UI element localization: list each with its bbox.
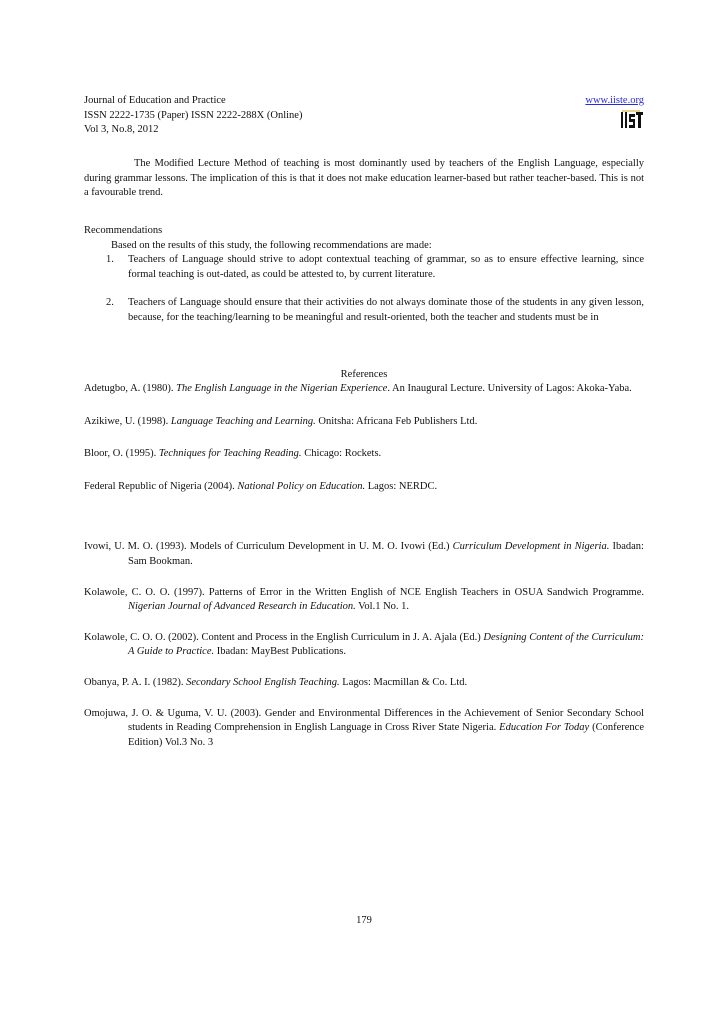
ref-title: National Policy on Education. — [237, 480, 366, 492]
recommendations-intro: Based on the results of this study, the following recommendations are made: — [111, 239, 432, 251]
ref-text: Ibadan: Sam Bookman. — [128, 541, 644, 567]
ref-title: Designing Content of the Curriculum: A Guide to Practice. — [128, 631, 644, 658]
recommendations-heading: Recommendations — [84, 225, 163, 236]
reference-item — [84, 707, 644, 751]
ref-text: Azikiwe, U. (1998). — [84, 415, 171, 427]
journal-title: Journal of Education and Practice — [84, 95, 226, 106]
ref-title: Techniques for Teaching Reading. — [158, 448, 302, 460]
recommendation-item — [84, 253, 644, 282]
reference-item — [84, 480, 644, 495]
ref-text: Vol.1 No. 1. — [355, 601, 410, 613]
page-number: 179 — [356, 915, 372, 926]
recommendation-text: Teachers of Language should ensure that their activities do not always dominate those of the students in any given lesson, because, for the teaching/learning to be meaningful and result-oriented, both the teacher and students must be in — [128, 297, 644, 323]
reference-item — [84, 447, 644, 462]
ref-title: Curriculum Development in Nigeria. — [452, 541, 610, 553]
ref-title: Education For Today — [499, 722, 590, 734]
ref-text: Federal Republic of Nigeria (2004). — [84, 480, 238, 492]
recommendation-item — [84, 296, 644, 325]
recommendations-list — [84, 253, 644, 339]
list-number: 1. — [106, 254, 114, 265]
recommendation-text: Teachers of Language should strive to adopt contextual teaching of grammar, so as to ensure effective learning, since formal teaching is out-dated, as could be attested to, by current literature. — [128, 254, 644, 280]
ref-text: Obanya, P. A. I. (1982). — [84, 676, 187, 688]
ref-text: Kolawole, C. O. O. (1997). Patterns of Error in the Written English of NCE English Teachers in OSUA Sandwich Programme. — [84, 586, 644, 598]
ref-text: Kolawole, C. O. O. (2002). Content and Process in the English Curriculum in J. A. Ajala (Ed.) — [84, 631, 484, 643]
ref-text: . An Inaugural Lecture. University of Lagos: Akoka-Yaba. — [387, 383, 632, 394]
ref-text: Ibadan: MayBest Publications. — [214, 646, 346, 658]
ref-text: Lagos: Macmillan & Co. Ltd. — [339, 676, 468, 688]
intro-paragraph: The Modified Lecture Method of teaching is most dominantly used by teachers of the English Language, especially during grammar lessons. The implication of this is that it does not make education learner-based but rather teacher-based. This is not a favourable trend. — [84, 158, 644, 199]
volume-line: Vol 3, No.8, 2012 — [84, 124, 159, 135]
ref-text: (Conference Edition) Vol.3 No. 3 — [128, 722, 644, 748]
references-heading: References — [340, 369, 388, 380]
reference-item — [84, 382, 644, 397]
list-number: 2. — [106, 297, 114, 309]
ref-text: Omojuwa, J. O. & Uguma, V. U. (2003). Gender and Environmental Differences in the Achievement of Senior Secondary School students in Reading Comprehension in English Language in Cross River State Nigeria. — [84, 707, 644, 734]
ref-text: Chicago: Rockets. — [301, 448, 382, 460]
reference-item — [84, 415, 644, 430]
ref-text: Lagos: NERDC. — [365, 480, 438, 492]
page-header — [84, 94, 644, 138]
journal-url-link[interactable]: www.iiste.org — [585, 95, 644, 106]
references-list — [84, 382, 644, 750]
ref-text: Adetugbo, A. (1980). — [84, 383, 177, 394]
reference-item — [84, 676, 644, 691]
ref-title: Language Teaching and Learning. — [170, 415, 316, 427]
ref-text: Onitsha: Africana Feb Publishers Ltd. — [315, 415, 478, 427]
ref-title: Secondary School English Teaching. — [186, 676, 340, 688]
ref-text: Bloor, O. (1995). — [84, 448, 159, 460]
ref-title: Nigerian Journal of Advanced Research in Education. — [128, 601, 356, 613]
issn-line: ISSN 2222-1735 (Paper) ISSN 2222-288X (Online) — [84, 109, 303, 121]
reference-item — [84, 631, 644, 660]
ref-text: Ivowi, U. M. O. (1993). Models of Curriculum Development in U. M. O. Ivowi (Ed.) — [84, 541, 453, 553]
ref-title: The English Language in the Nigerian Experience — [176, 383, 388, 394]
reference-item — [84, 540, 644, 569]
reference-item — [84, 586, 644, 615]
iiste-logo-icon — [620, 110, 644, 130]
